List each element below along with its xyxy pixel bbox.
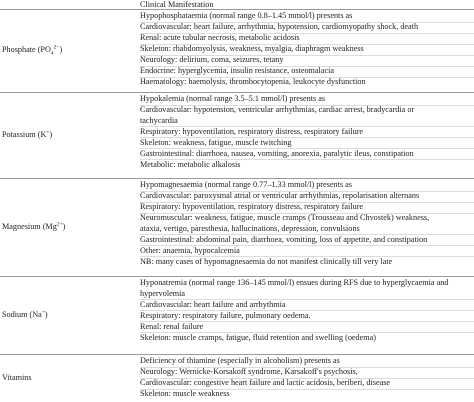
nutrient-superscript: + xyxy=(46,128,50,135)
manifestation-line: Skeleton: muscle weakness xyxy=(140,389,230,398)
nutrient-name: Potassium (K xyxy=(2,129,47,139)
nutrient-label xyxy=(2,130,52,140)
manifestation-line: Hyponatremia (normal range 136–145 mmol/l) ensues during RFS due to hyperglycaemia and xyxy=(140,278,449,287)
manifestation-line: Respiratory: hypoventilation, respiratory distress, respiratory failure xyxy=(140,202,364,211)
manifestation-line: tachycardia xyxy=(140,115,178,125)
nutrient-name: Vitamins xyxy=(2,372,32,382)
group-rule xyxy=(0,178,474,179)
manifestation-line: Hypophosphataemia (normal range 0.8–1.45 mmol/l) presents as xyxy=(140,11,353,20)
manifestation-line: Renal: acute tubular necrosis, metabolic acidosis xyxy=(140,33,300,42)
manifestation-line: Haematology: haemolysis, thrombocytopenia, leukocyte dysfunction xyxy=(140,77,366,86)
nutrient-name: Sodium (Na xyxy=(2,309,42,319)
nutrient-name: Phosphate (PO xyxy=(2,45,51,54)
manifestation-line: Respiratory: hypoventilation, respiratory distress, respiratory failure xyxy=(140,126,364,136)
manifestation-line: Renal: renal failure xyxy=(140,321,204,331)
nutrient-label xyxy=(2,222,65,232)
column-header-clinical-manifestation: Clinical Manifestation xyxy=(140,0,214,9)
nutrient-superscript: + xyxy=(41,308,45,315)
nutrient-close: ) xyxy=(49,129,53,139)
nutrient-label xyxy=(2,373,32,383)
manifestation-line: hypervolemia xyxy=(140,288,186,298)
manifestation-line: Hypomagnesaemia (normal range 0.77–1.33 mmol/l) presents as xyxy=(140,180,352,189)
nutrient-subscript: 4 xyxy=(50,50,54,57)
manifestation-line: Skeleton: rhabdomyolysis, weakness, myalgia, diaphragm weakness xyxy=(140,44,364,53)
manifestation-line: Hypokalemia (normal range 3.5–5.1 mmol/l) presents as xyxy=(140,94,326,103)
nutrient-close: ) xyxy=(44,309,48,319)
manifestation-line: Endocrine: hyperglycemia, insulin resistance, osteomalacia xyxy=(140,66,335,75)
manifestation-line: Neuromuscular: weakness, fatigue, muscle cramps (Trousseau and Chvostek) weakness, xyxy=(140,213,430,222)
nutrient-close: ) xyxy=(59,45,63,54)
manifestation-line: Metabolic: metabolic alkalosis xyxy=(140,159,241,169)
header-rule xyxy=(0,9,474,10)
group-rule xyxy=(0,354,474,355)
manifestation-line: Cardiovascular: paroxysmal atrial or ventricular arrhythmias, repolarisation alternans xyxy=(140,191,420,200)
manifestation-line: Cardiovascular: hypotension, ventricular arrhythmias, cardiac arrest, bradycardia or xyxy=(140,105,415,114)
group-rule xyxy=(0,276,474,277)
manifestation-line: Cardiovascular: heart failure, arrhythmia, hypotension, cardiomyopathy shock, death xyxy=(140,22,419,31)
manifestation-line: Skeleton: weakness, fatigue, muscle twitching xyxy=(140,137,292,147)
manifestation-line: Neurology: Wernicke-Korsakoff syndrome, Karsakoff's psychosis, xyxy=(140,367,358,376)
manifestation-line: NB: many cases of hypomagnesaemia do not manifest clinically till very late xyxy=(140,256,393,266)
manifestation-line: Cardiovascular: heart failure and arrhythmia xyxy=(140,299,286,309)
nutrient-superscript: 2− xyxy=(53,44,60,51)
nutrient-label xyxy=(2,310,48,320)
nutrient-superscript: 2+ xyxy=(56,220,63,227)
nutrient-label xyxy=(2,45,62,55)
manifestation-line: Gastrointestinal: abdominal pain, diarrhoea, vomiting, loss of appetite, and constipation xyxy=(140,234,428,244)
nutrient-name: Magnesium (Mg xyxy=(2,221,57,231)
manifestation-line: Other: anaemia, hypocalcemia xyxy=(140,245,240,255)
group-rule xyxy=(0,92,474,93)
manifestation-line: Cardiovascular: congestive heart failure and lactic acidosis, beriberi, disease xyxy=(140,378,391,387)
nutrient-close: ) xyxy=(62,221,66,231)
manifestation-line: Gastrointestinal: diarrhoea, nausea, vomiting, anorexia, paralytic ileus, constipation xyxy=(140,148,414,158)
manifestation-line: Deficiency of thiamine (especially in alcoholism) presents as xyxy=(140,356,340,365)
manifestation-line: Respiratory: respiratory failure, pulmonary oedema. xyxy=(140,310,311,320)
manifestation-line: Skeleton: muscle cramps, fatigue, fluid retention and swelling (oedema) xyxy=(140,332,377,342)
manifestation-line: ataxia, vertigo, paresthesia, hallucinations, depression, convulsions xyxy=(140,223,360,233)
manifestation-line: Neurology: delirium, coma, seizures, tetany xyxy=(140,55,284,64)
